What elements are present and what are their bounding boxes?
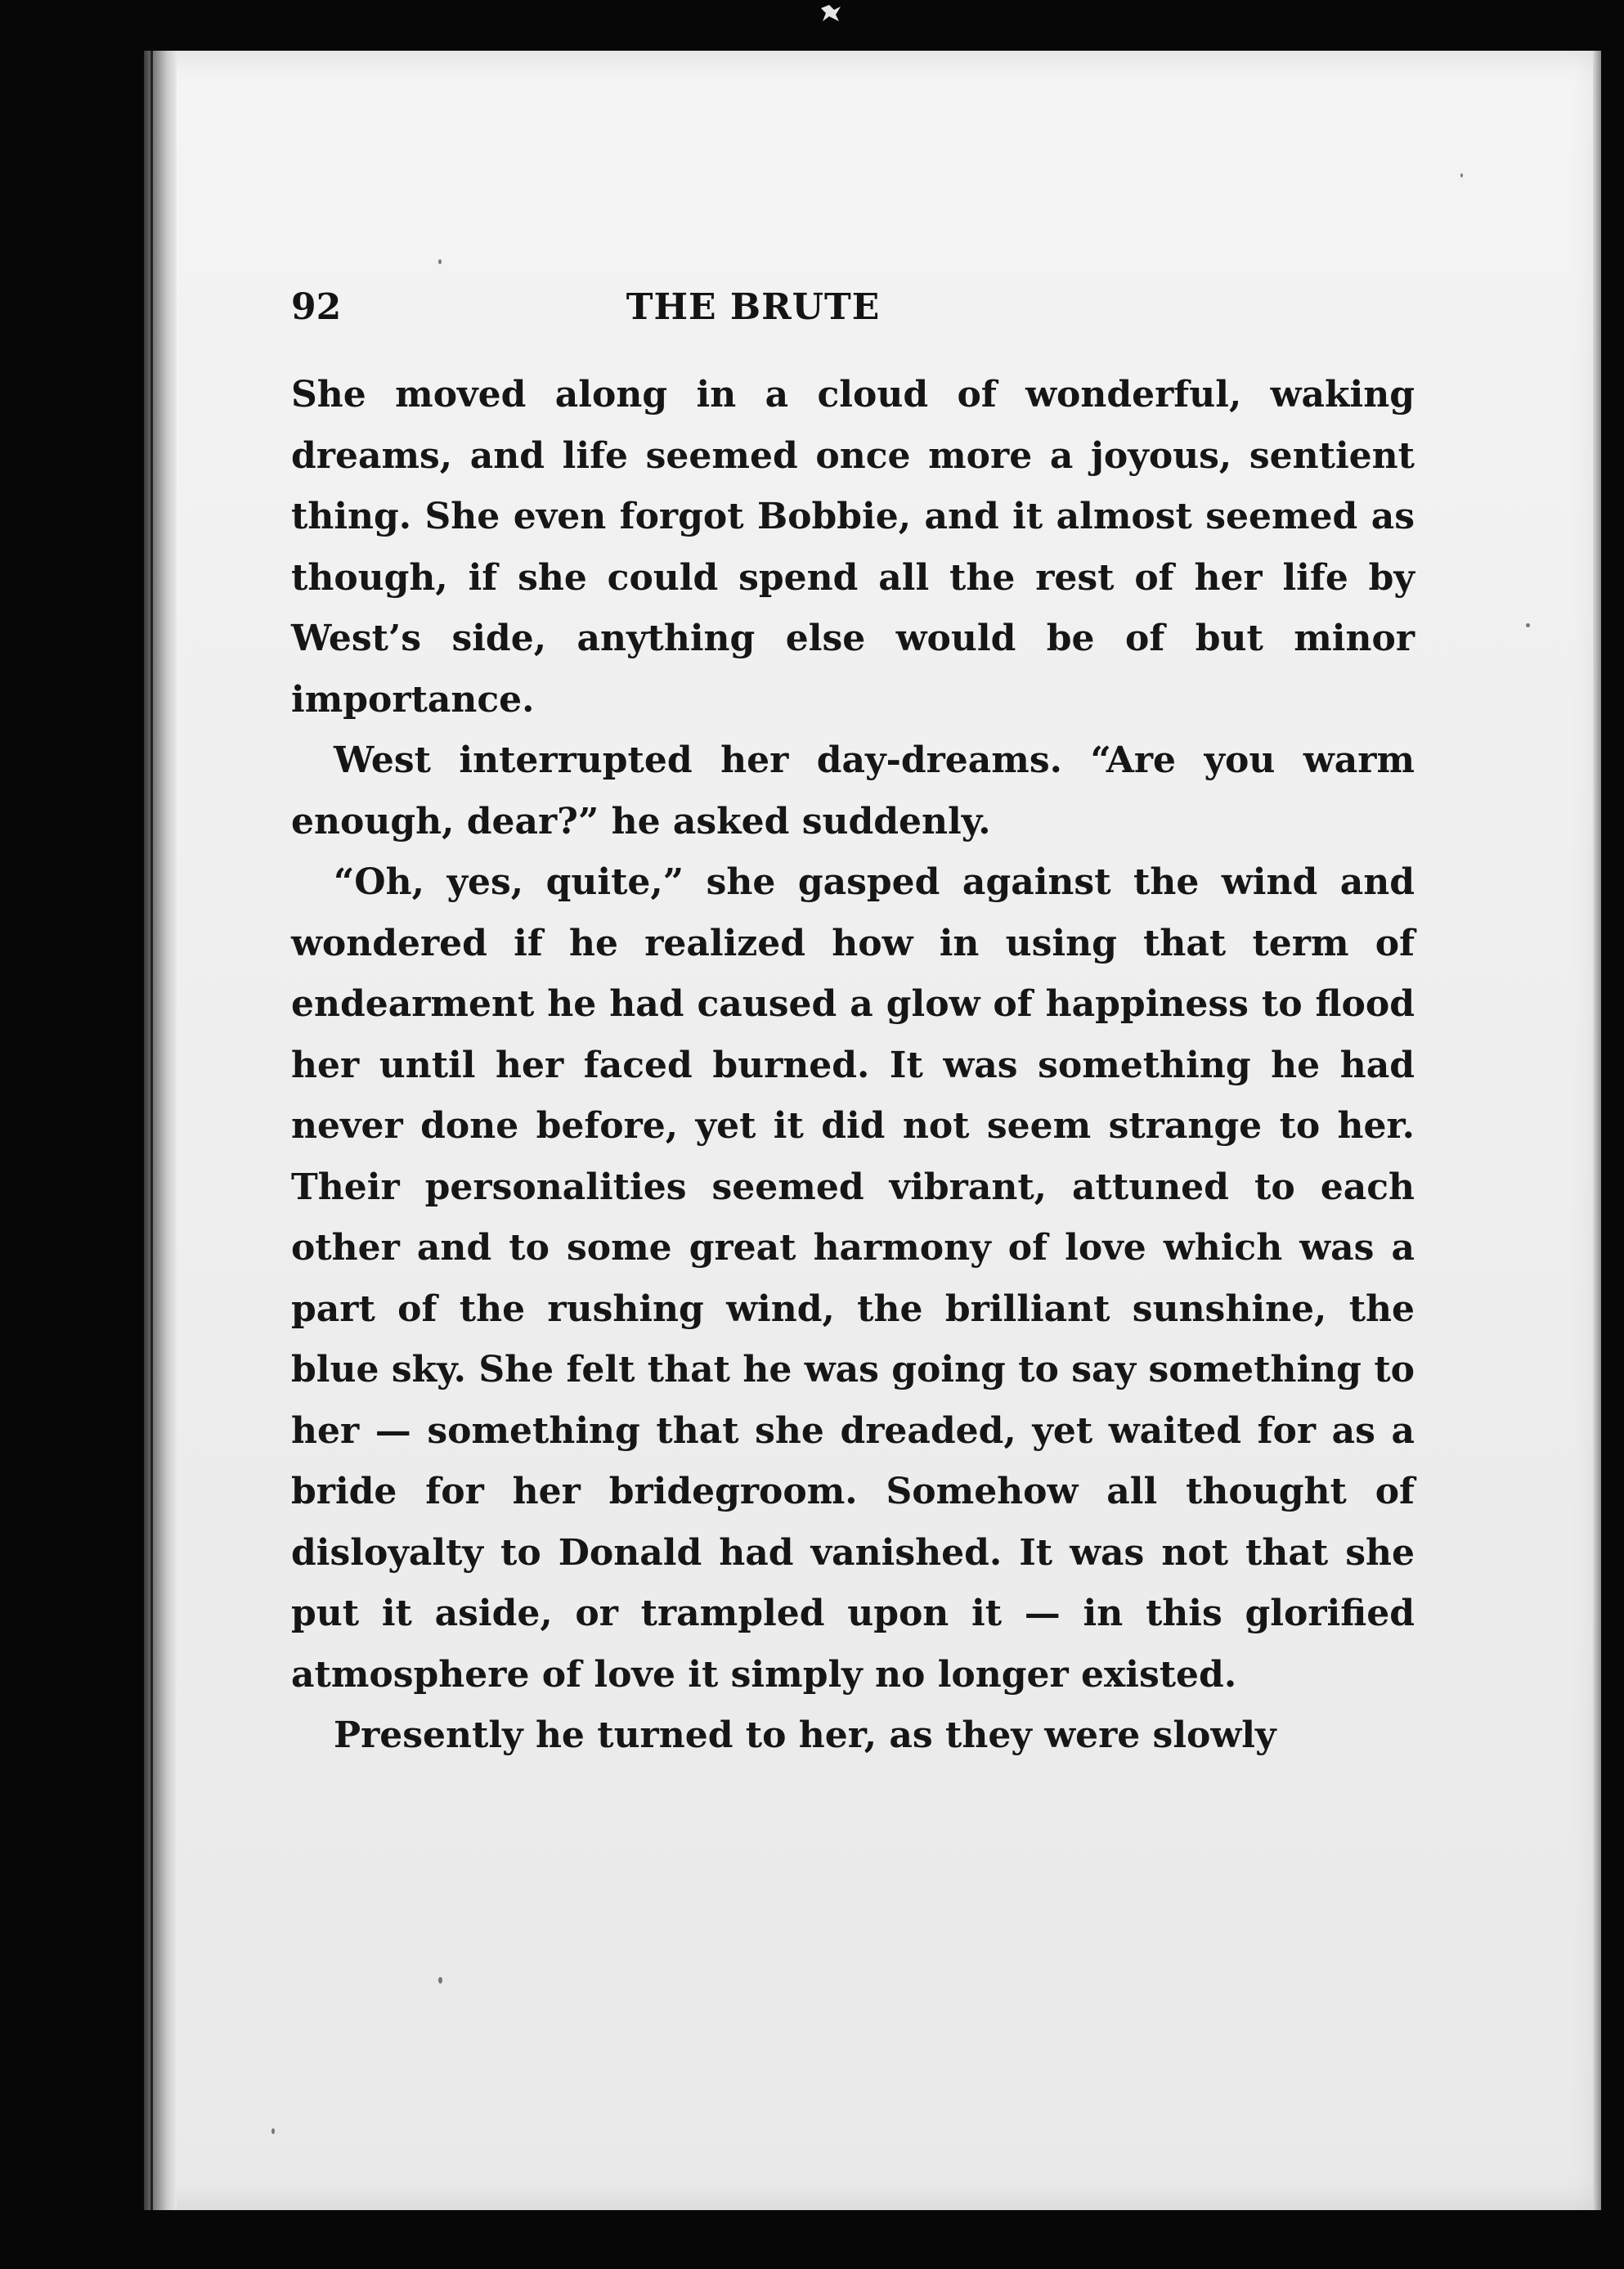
scan-speck <box>1526 623 1530 627</box>
page-number: 92 <box>291 286 342 328</box>
paragraph: “Oh, yes, quite,” she gasped against the wind and wondered if he realized how in using that term of endearment he had caused a glow of happiness to flood her until her faced burned. It was something he had never done before, yet it did not seem strange to her. Their personalities seemed vibrant, attuned to each other and to some great harmony of love which was a part of the rushing wind, the brilliant sunshine, the blue sky. She felt that he was going to say something to her — something that she dreaded, yet waited for as a bride for her bridegroom. Somehow all thought of disloyalty to Donald had vanished. It was not that she put it aside, or trampled upon it — in this glorified atmosphere of love it simply no longer existed. <box>291 861 1415 1696</box>
paragraph: West interrupted her day-dreams. “Are you warm enough, dear?” he asked suddenly. <box>291 739 1415 842</box>
scan-artifact-icon <box>818 3 844 25</box>
scan-speck <box>438 1977 442 1984</box>
paragraph: She moved along in a cloud of wonderful, waking dreams, and life seemed once more a joyous, sentient thing. She even forgot Bobbie, and it almost seemed as though, if she could spend all the rest of her life by West’s side, anything else would be of but minor importance. <box>291 374 1415 721</box>
page-spine-shadow <box>144 51 177 2210</box>
running-head: THE BRUTE <box>626 286 881 328</box>
scan-speck <box>271 2128 275 2134</box>
body-text <box>291 365 1415 1767</box>
scan-speck <box>438 259 442 264</box>
scan-speck <box>1460 173 1463 177</box>
paragraph: Presently he turned to her, as they were slowly <box>334 1714 1276 1756</box>
page-header <box>291 286 1215 344</box>
page-edge <box>1593 51 1601 2210</box>
